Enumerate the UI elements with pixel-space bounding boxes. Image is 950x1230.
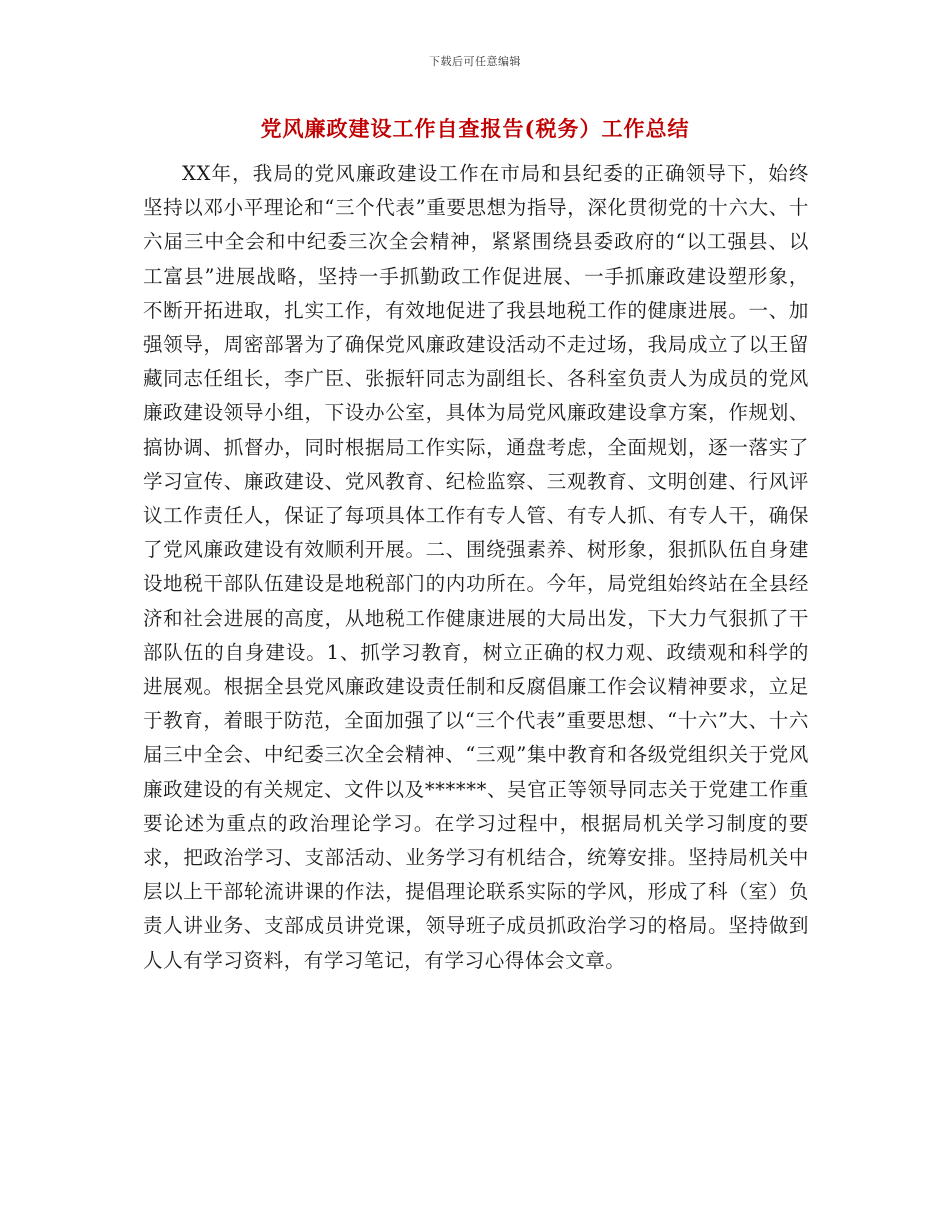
body-paragraph: XX年，我局的党风廉政建设工作在市局和县纪委的正确领导下，始终坚持以邓小平理论和“三个代表”重要思想为指导，深化贯彻党的十六大、十六届三中全会和中纪委三次全会精神，紧紧围绕县委政府的“以工强县、以工富县”进展战略，坚持一手抓勤政工作促进展、一手抓廉政建设塑形象，不断开拓进取，扎实工作，有效地促进了我县地税工作的健康进展。一、加强领导，周密部署为了确保党风廉政建设活动不走过场，我局成立了以王留藏同志任组长，李广臣、张振轩同志为副组长、各科室负责人为成员的党风廉政建设领导小组，下设办公室，具体为局党风廉政建设拿方案，作规划、搞协调、抓督办，同时根据局工作实际，通盘考虑，全面规划，逐一落实了学习宣传、廉政建设、党风教育、纪检监察、三观教育、文明创建、行风评议工作责任人，保证了每项具体工作有专人管、有专人抓、有专人干，确保了党风廉政建设有效顺利开展。二、围绕强素养、树形象，狠抓队伍自身建设地税干部队伍建设是地税部门的内功所在。今年，局党组始终站在全县经济和社会进展的高度，从地税工作健康进展的大局出发，下大力气狠抓了干部队伍的自身建设。1、抓学习教育，树立正确的权力观、政绩观和科学的进展观。根据全县党风廉政建设责任制和反腐倡廉工作会议精神要求，立足于教育，着眼于防范，全面加强了以“三个代表”重要思想、“十六”大、十六届三中全会、中纪委三次全会精神、“三观”集中教育和各级党组织关于党风廉政建设的有关规定、文件以及******、吴官正等领导同志关于党建工作重要论述为重点的政治理论学习。在学习过程中，根据局机关学习制度的要求，把政治学习、支部活动、业务学习有机结合，统筹安排。坚持局机关中层以上干部轮流讲课的作法，提倡理论联系实际的学风，形成了科（室）负责人讲业务、支部成员讲党课，领导班子成员抓政治学习的格局。坚持做到人人有学习资料，有学习笔记，有学习心得体会文章。 <box>143 162 809 972</box>
header-note: 下载后可任意编辑 <box>429 55 521 68</box>
document-title: 党风廉政建设工作自查报告(税务）工作总结 <box>260 116 690 141</box>
